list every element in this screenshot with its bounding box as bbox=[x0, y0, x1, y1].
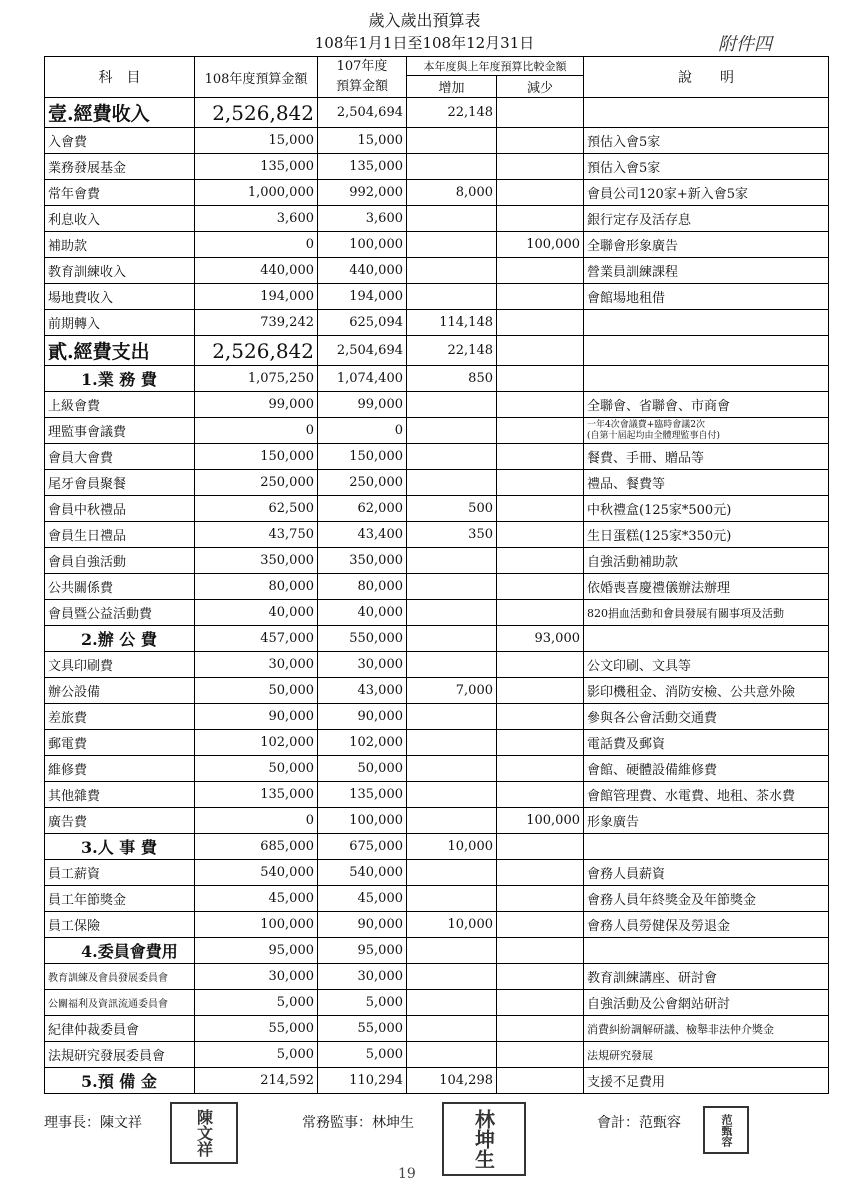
row-increase bbox=[407, 886, 497, 912]
row-increase: 10,000 bbox=[407, 912, 497, 938]
row-budget-108: 100,000 bbox=[195, 912, 318, 938]
row-description: 會館場地租借 bbox=[584, 284, 829, 310]
row-budget-108: 214,592 bbox=[195, 1068, 318, 1094]
row-item: 尾牙會員聚餐 bbox=[45, 470, 195, 496]
row-decrease bbox=[497, 392, 584, 418]
header-item: 科 目 bbox=[45, 57, 195, 98]
row-increase bbox=[407, 1042, 497, 1068]
row-increase bbox=[407, 704, 497, 730]
row-increase: 7,000 bbox=[407, 678, 497, 704]
header-budget-107: 107年度 預算金額 bbox=[318, 57, 407, 98]
supervisor-seal-text: 林坤生 bbox=[471, 1109, 496, 1169]
table-row bbox=[45, 834, 829, 860]
row-item: 入會費 bbox=[45, 128, 195, 154]
row-description: 營業員訓練課程 bbox=[584, 258, 829, 284]
table-row bbox=[45, 756, 829, 782]
row-budget-108: 30,000 bbox=[195, 964, 318, 990]
supervisor-signature: 常務監事：林坤生 bbox=[302, 1115, 414, 1131]
row-item: 會員大會費 bbox=[45, 444, 195, 470]
budget-period: 108年1月1日至108年12月31日 bbox=[314, 34, 535, 52]
row-item: 前期轉入 bbox=[45, 310, 195, 336]
row-description: 會務人員勞健保及勞退金 bbox=[584, 912, 829, 938]
row-description: 中秋禮盒(125家*500元) bbox=[584, 496, 829, 522]
row-budget-108: 1,000,000 bbox=[195, 180, 318, 206]
row-budget-108: 5,000 bbox=[195, 1042, 318, 1068]
row-description: 依婚喪喜慶禮儀辦法辦理 bbox=[584, 574, 829, 600]
row-item: 辦公設備 bbox=[45, 678, 195, 704]
row-budget-108: 440,000 bbox=[195, 258, 318, 284]
row-description bbox=[584, 938, 829, 964]
row-item: 會員暨公益活動費 bbox=[45, 600, 195, 626]
row-description: 影印機租金、消防安檢、公共意外險 bbox=[584, 678, 829, 704]
row-increase: 850 bbox=[407, 366, 497, 392]
row-budget-107: 90,000 bbox=[318, 704, 407, 730]
table-row bbox=[45, 990, 829, 1016]
row-item: 1.業 務 費 bbox=[45, 366, 195, 392]
row-item: 壹.經費收入 bbox=[45, 98, 195, 128]
row-increase bbox=[407, 600, 497, 626]
table-row bbox=[45, 470, 829, 496]
row-decrease bbox=[497, 678, 584, 704]
row-budget-107: 30,000 bbox=[318, 964, 407, 990]
row-decrease bbox=[497, 206, 584, 232]
row-item: 理監事會議費 bbox=[45, 418, 195, 444]
row-decrease bbox=[497, 470, 584, 496]
row-budget-108: 15,000 bbox=[195, 128, 318, 154]
table-row bbox=[45, 496, 829, 522]
row-decrease bbox=[497, 154, 584, 180]
row-increase bbox=[407, 470, 497, 496]
row-increase bbox=[407, 128, 497, 154]
budget-table bbox=[44, 56, 829, 1094]
row-decrease bbox=[497, 444, 584, 470]
row-decrease bbox=[497, 782, 584, 808]
row-budget-108: 62,500 bbox=[195, 496, 318, 522]
table-row bbox=[45, 336, 829, 366]
row-description: 消費糾紛調解研議、檢舉非法仲介獎金 bbox=[584, 1016, 829, 1042]
row-budget-107: 135,000 bbox=[318, 782, 407, 808]
row-budget-108: 685,000 bbox=[195, 834, 318, 860]
row-budget-107: 250,000 bbox=[318, 470, 407, 496]
row-item: 廣告費 bbox=[45, 808, 195, 834]
row-item: 員工薪資 bbox=[45, 860, 195, 886]
row-decrease: 93,000 bbox=[497, 626, 584, 652]
row-increase: 10,000 bbox=[407, 834, 497, 860]
row-increase bbox=[407, 444, 497, 470]
table-row bbox=[45, 678, 829, 704]
table-row bbox=[45, 704, 829, 730]
row-increase: 8,000 bbox=[407, 180, 497, 206]
row-decrease bbox=[497, 886, 584, 912]
row-budget-107: 110,294 bbox=[318, 1068, 407, 1094]
row-budget-108: 50,000 bbox=[195, 678, 318, 704]
table-row bbox=[45, 938, 829, 964]
row-budget-108: 80,000 bbox=[195, 574, 318, 600]
chairman-signature: 理事長：陳文祥 bbox=[44, 1115, 142, 1131]
row-description: 一年4次會議費+臨時會議2次 (自第十屆起均由全體理監事自付) bbox=[584, 418, 829, 444]
row-decrease: 100,000 bbox=[497, 232, 584, 258]
row-description: 法規研究發展 bbox=[584, 1042, 829, 1068]
accountant-signature: 會計：范甄容 bbox=[597, 1115, 681, 1131]
table-row bbox=[45, 548, 829, 574]
row-decrease bbox=[497, 834, 584, 860]
row-budget-108: 30,000 bbox=[195, 652, 318, 678]
row-item: 4.委員會費用 bbox=[45, 938, 195, 964]
row-budget-107: 102,000 bbox=[318, 730, 407, 756]
row-description: 820捐血活動和會員發展有關事項及活動 bbox=[584, 600, 829, 626]
row-decrease bbox=[497, 180, 584, 206]
row-item: 上級會費 bbox=[45, 392, 195, 418]
row-decrease bbox=[497, 310, 584, 336]
row-increase bbox=[407, 284, 497, 310]
row-item: 法規研究發展委員會 bbox=[45, 1042, 195, 1068]
row-budget-108: 0 bbox=[195, 808, 318, 834]
row-description: 全聯會、省聯會、市商會 bbox=[584, 392, 829, 418]
budget-rows bbox=[45, 98, 829, 1094]
row-budget-107: 992,000 bbox=[318, 180, 407, 206]
row-budget-107: 15,000 bbox=[318, 128, 407, 154]
row-description: 形象廣告 bbox=[584, 808, 829, 834]
row-description: 會員公司120家+新入會5家 bbox=[584, 180, 829, 206]
row-increase: 22,148 bbox=[407, 98, 497, 128]
row-decrease bbox=[497, 756, 584, 782]
row-budget-107: 1,074,400 bbox=[318, 366, 407, 392]
row-budget-107: 100,000 bbox=[318, 808, 407, 834]
row-budget-107: 90,000 bbox=[318, 912, 407, 938]
row-increase bbox=[407, 548, 497, 574]
row-increase: 22,148 bbox=[407, 336, 497, 366]
table-row bbox=[45, 98, 829, 128]
table-row bbox=[45, 232, 829, 258]
row-increase: 350 bbox=[407, 522, 497, 548]
table-row bbox=[45, 1016, 829, 1042]
table-row bbox=[45, 782, 829, 808]
row-decrease bbox=[497, 496, 584, 522]
row-budget-107: 675,000 bbox=[318, 834, 407, 860]
row-budget-108: 102,000 bbox=[195, 730, 318, 756]
table-row bbox=[45, 730, 829, 756]
row-budget-108: 150,000 bbox=[195, 444, 318, 470]
row-item: 教育訓練收入 bbox=[45, 258, 195, 284]
row-item: 差旅費 bbox=[45, 704, 195, 730]
row-increase bbox=[407, 730, 497, 756]
row-decrease bbox=[497, 912, 584, 938]
row-decrease bbox=[497, 704, 584, 730]
row-description: 禮品、餐費等 bbox=[584, 470, 829, 496]
row-budget-107: 99,000 bbox=[318, 392, 407, 418]
row-item: 會員中秋禮品 bbox=[45, 496, 195, 522]
row-budget-108: 40,000 bbox=[195, 600, 318, 626]
row-decrease bbox=[497, 366, 584, 392]
row-budget-107: 40,000 bbox=[318, 600, 407, 626]
table-row bbox=[45, 652, 829, 678]
table-row bbox=[45, 258, 829, 284]
row-increase: 500 bbox=[407, 496, 497, 522]
row-item: 貳.經費支出 bbox=[45, 336, 195, 366]
row-budget-108: 95,000 bbox=[195, 938, 318, 964]
row-increase bbox=[407, 206, 497, 232]
row-decrease bbox=[497, 938, 584, 964]
row-item: 員工保險 bbox=[45, 912, 195, 938]
row-decrease bbox=[497, 258, 584, 284]
row-description: 生日蛋糕(125家*350元) bbox=[584, 522, 829, 548]
header-decrease: 減少 bbox=[497, 76, 584, 98]
row-item: 公關福利及資訊流通委員會 bbox=[45, 990, 195, 1016]
row-item: 會員自強活動 bbox=[45, 548, 195, 574]
row-item: 2.辦 公 費 bbox=[45, 626, 195, 652]
row-item: 公共關係費 bbox=[45, 574, 195, 600]
row-budget-107: 350,000 bbox=[318, 548, 407, 574]
row-item: 5.預 備 金 bbox=[45, 1068, 195, 1094]
row-item: 郵電費 bbox=[45, 730, 195, 756]
row-increase bbox=[407, 756, 497, 782]
row-increase bbox=[407, 938, 497, 964]
row-budget-107: 135,000 bbox=[318, 154, 407, 180]
row-increase bbox=[407, 782, 497, 808]
page-number: 19 bbox=[398, 1166, 416, 1182]
table-row bbox=[45, 522, 829, 548]
row-increase bbox=[407, 154, 497, 180]
table-row bbox=[45, 574, 829, 600]
row-description bbox=[584, 336, 829, 366]
table-row bbox=[45, 418, 829, 444]
row-decrease bbox=[497, 1042, 584, 1068]
row-description bbox=[584, 366, 829, 392]
row-description: 會館、硬體設備維修費 bbox=[584, 756, 829, 782]
table-row bbox=[45, 444, 829, 470]
row-item: 業務發展基金 bbox=[45, 154, 195, 180]
row-decrease bbox=[497, 652, 584, 678]
row-decrease bbox=[497, 98, 584, 128]
table-row bbox=[45, 180, 829, 206]
row-increase bbox=[407, 652, 497, 678]
row-budget-108: 3,600 bbox=[195, 206, 318, 232]
document-title: 歲入歲出預算表 bbox=[368, 11, 481, 30]
table-row bbox=[45, 310, 829, 336]
row-budget-108: 1,075,250 bbox=[195, 366, 318, 392]
row-item: 補助款 bbox=[45, 232, 195, 258]
row-budget-108: 55,000 bbox=[195, 1016, 318, 1042]
row-description: 自強活動補助款 bbox=[584, 548, 829, 574]
row-decrease bbox=[497, 1068, 584, 1094]
row-decrease bbox=[497, 990, 584, 1016]
row-decrease bbox=[497, 522, 584, 548]
row-increase bbox=[407, 990, 497, 1016]
row-decrease bbox=[497, 418, 584, 444]
row-budget-108: 250,000 bbox=[195, 470, 318, 496]
table-row bbox=[45, 284, 829, 310]
row-budget-108: 135,000 bbox=[195, 782, 318, 808]
row-description: 預估入會5家 bbox=[584, 128, 829, 154]
row-description: 預估入會5家 bbox=[584, 154, 829, 180]
table-row bbox=[45, 964, 829, 990]
row-item: 常年會費 bbox=[45, 180, 195, 206]
row-item: 3.人 事 費 bbox=[45, 834, 195, 860]
accountant-seal bbox=[703, 1106, 749, 1154]
table-row bbox=[45, 206, 829, 232]
row-description: 銀行定存及活存息 bbox=[584, 206, 829, 232]
table-row bbox=[45, 912, 829, 938]
table-row bbox=[45, 154, 829, 180]
table-row bbox=[45, 626, 829, 652]
row-item: 教育訓練及會員發展委員會 bbox=[45, 964, 195, 990]
annex-mark: 附件四 bbox=[718, 34, 772, 55]
row-description bbox=[584, 834, 829, 860]
table-row bbox=[45, 392, 829, 418]
row-decrease: 100,000 bbox=[497, 808, 584, 834]
row-budget-107: 80,000 bbox=[318, 574, 407, 600]
row-decrease bbox=[497, 336, 584, 366]
row-description: 公文印刷、文具等 bbox=[584, 652, 829, 678]
accountant-seal-text: 范甄容 bbox=[720, 1113, 733, 1147]
row-budget-107: 625,094 bbox=[318, 310, 407, 336]
row-budget-107: 30,000 bbox=[318, 652, 407, 678]
chairman-seal-text: 陳文祥 bbox=[194, 1109, 214, 1157]
table-row bbox=[45, 128, 829, 154]
row-description: 支援不足費用 bbox=[584, 1068, 829, 1094]
table-row bbox=[45, 808, 829, 834]
row-description: 電話費及郵資 bbox=[584, 730, 829, 756]
row-increase bbox=[407, 808, 497, 834]
row-budget-107: 95,000 bbox=[318, 938, 407, 964]
row-budget-108: 99,000 bbox=[195, 392, 318, 418]
table-row bbox=[45, 1068, 829, 1094]
row-budget-108: 5,000 bbox=[195, 990, 318, 1016]
row-budget-108: 739,242 bbox=[195, 310, 318, 336]
supervisor-seal bbox=[442, 1102, 526, 1176]
row-decrease bbox=[497, 964, 584, 990]
row-item: 其他雜費 bbox=[45, 782, 195, 808]
row-budget-108: 50,000 bbox=[195, 756, 318, 782]
row-decrease bbox=[497, 860, 584, 886]
row-decrease bbox=[497, 548, 584, 574]
table-row bbox=[45, 860, 829, 886]
row-budget-107: 5,000 bbox=[318, 1042, 407, 1068]
row-decrease bbox=[497, 1016, 584, 1042]
row-budget-108: 45,000 bbox=[195, 886, 318, 912]
row-budget-107: 0 bbox=[318, 418, 407, 444]
row-budget-107: 43,400 bbox=[318, 522, 407, 548]
header-budget-108: 108年度預算金額 bbox=[195, 57, 318, 98]
row-budget-108: 350,000 bbox=[195, 548, 318, 574]
row-budget-107: 50,000 bbox=[318, 756, 407, 782]
row-description bbox=[584, 98, 829, 128]
row-increase bbox=[407, 626, 497, 652]
row-decrease bbox=[497, 128, 584, 154]
row-decrease bbox=[497, 730, 584, 756]
row-description: 會務人員年終獎金及年節獎金 bbox=[584, 886, 829, 912]
table-row bbox=[45, 366, 829, 392]
row-budget-107: 540,000 bbox=[318, 860, 407, 886]
row-item: 場地費收入 bbox=[45, 284, 195, 310]
table-row bbox=[45, 886, 829, 912]
row-budget-108: 2,526,842 bbox=[195, 336, 318, 366]
row-budget-107: 3,600 bbox=[318, 206, 407, 232]
row-increase bbox=[407, 574, 497, 600]
row-budget-107: 55,000 bbox=[318, 1016, 407, 1042]
row-description bbox=[584, 310, 829, 336]
row-increase bbox=[407, 418, 497, 444]
row-description bbox=[584, 626, 829, 652]
row-increase: 104,298 bbox=[407, 1068, 497, 1094]
table-row bbox=[45, 600, 829, 626]
row-budget-107: 62,000 bbox=[318, 496, 407, 522]
header-increase: 增加 bbox=[407, 76, 497, 98]
row-decrease bbox=[497, 600, 584, 626]
row-budget-107: 2,504,694 bbox=[318, 98, 407, 128]
row-increase: 114,148 bbox=[407, 310, 497, 336]
row-description: 會館管理費、水電費、地租、茶水費 bbox=[584, 782, 829, 808]
row-budget-107: 2,504,694 bbox=[318, 336, 407, 366]
row-budget-108: 43,750 bbox=[195, 522, 318, 548]
row-budget-107: 45,000 bbox=[318, 886, 407, 912]
row-description: 餐費、手冊、贈品等 bbox=[584, 444, 829, 470]
row-item: 文具印刷費 bbox=[45, 652, 195, 678]
header-compare: 本年度與上年度預算比較金額 bbox=[407, 57, 584, 76]
row-budget-108: 457,000 bbox=[195, 626, 318, 652]
row-budget-108: 135,000 bbox=[195, 154, 318, 180]
row-budget-107: 100,000 bbox=[318, 232, 407, 258]
row-increase bbox=[407, 1016, 497, 1042]
row-budget-107: 440,000 bbox=[318, 258, 407, 284]
row-decrease bbox=[497, 574, 584, 600]
row-budget-108: 0 bbox=[195, 418, 318, 444]
row-increase bbox=[407, 860, 497, 886]
row-increase bbox=[407, 392, 497, 418]
row-budget-108: 0 bbox=[195, 232, 318, 258]
row-budget-107: 194,000 bbox=[318, 284, 407, 310]
row-description: 參與各公會活動交通費 bbox=[584, 704, 829, 730]
header-description: 說 明 bbox=[584, 57, 829, 98]
row-increase bbox=[407, 258, 497, 284]
row-budget-108: 2,526,842 bbox=[195, 98, 318, 128]
row-increase bbox=[407, 232, 497, 258]
row-description: 會務人員薪資 bbox=[584, 860, 829, 886]
row-decrease bbox=[497, 284, 584, 310]
row-item: 紀律仲裁委員會 bbox=[45, 1016, 195, 1042]
row-budget-107: 550,000 bbox=[318, 626, 407, 652]
row-budget-107: 5,000 bbox=[318, 990, 407, 1016]
row-increase bbox=[407, 964, 497, 990]
row-item: 維修費 bbox=[45, 756, 195, 782]
chairman-seal bbox=[170, 1102, 238, 1164]
row-budget-107: 43,000 bbox=[318, 678, 407, 704]
row-budget-107: 150,000 bbox=[318, 444, 407, 470]
row-item: 員工年節獎金 bbox=[45, 886, 195, 912]
row-budget-108: 90,000 bbox=[195, 704, 318, 730]
row-budget-108: 540,000 bbox=[195, 860, 318, 886]
row-item: 利息收入 bbox=[45, 206, 195, 232]
row-description: 教育訓練講座、研討會 bbox=[584, 964, 829, 990]
row-description: 全聯會形象廣告 bbox=[584, 232, 829, 258]
table-row bbox=[45, 1042, 829, 1068]
row-item: 會員生日禮品 bbox=[45, 522, 195, 548]
row-description: 自強活動及公會網站研討 bbox=[584, 990, 829, 1016]
row-budget-108: 194,000 bbox=[195, 284, 318, 310]
